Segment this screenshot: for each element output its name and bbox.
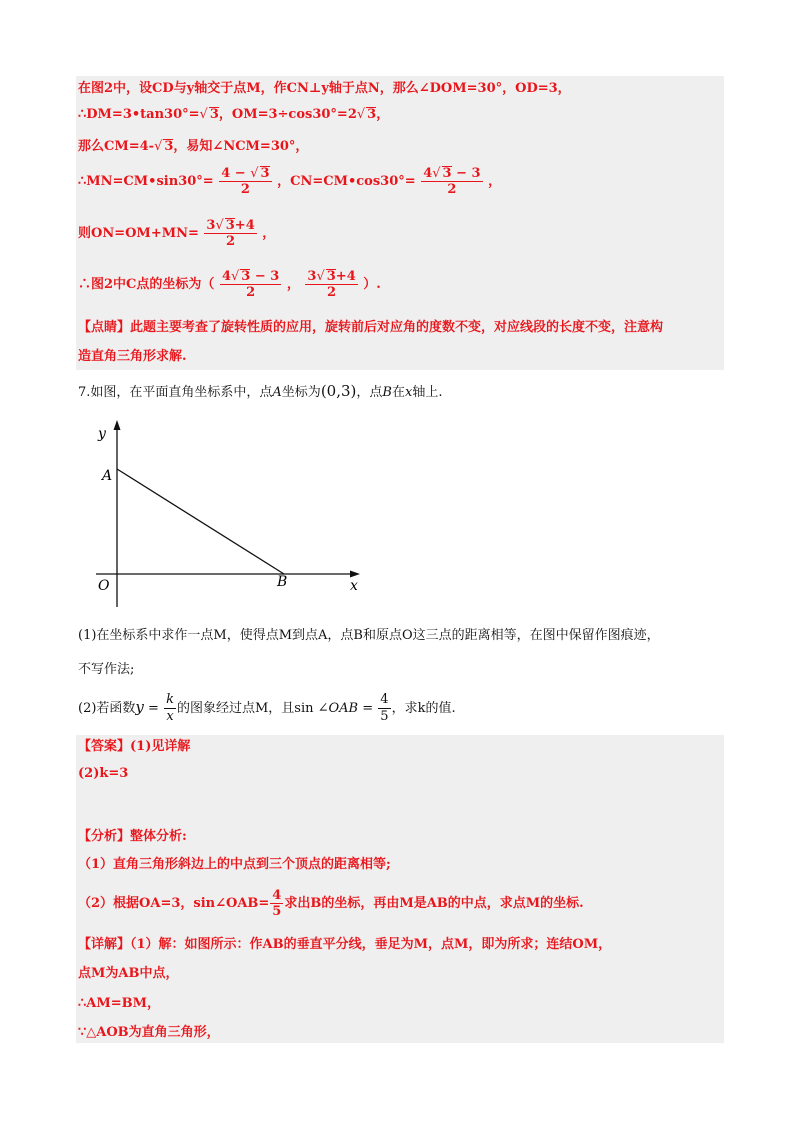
analysis-line-1: （1）直角三角形斜边上的中点到三个顶点的距离相等; (78, 857, 391, 872)
solution-line-5: 则ON=OM+MN= $\frac{3√ 3+4}{2}$ ， (78, 218, 276, 249)
detail-line-2: 点M为AB中点， (78, 966, 179, 981)
answer-line-1: 【答案】(1)见详解 (78, 739, 191, 754)
comment-line-2: 造直角三角形求解. (78, 349, 187, 364)
y-axis-arrow (114, 420, 121, 430)
detail-line-1: 【详解】（1）解：如图所示：作AB的垂直平分线，垂足为M，点M，即为所求；连结OM， (78, 937, 612, 952)
part1-line-1: (1)在坐标系中求作一点M，使得点M到点A，点B和原点O这三点的距离相等，在图中保留作图痕迹， (78, 628, 660, 643)
fraction-cx: $\frac{4√ 3 - 3}{2}$ (221, 269, 280, 300)
fraction-cn: $\frac{4√ 3 - 3}{2}$ (423, 166, 481, 197)
solution-line-6: ∴图2中C点的坐标为（ $\frac{4√ 3 - 3}{2}$ ， $\frac{3√ 3+4}{2}$ ）. (78, 269, 381, 300)
fraction-sin-value: $\frac{4}{5}$ (272, 888, 282, 919)
answer-line-2: (2)k=3 (78, 766, 129, 781)
fraction-4-5: $\frac{4}{5}$ (380, 692, 389, 724)
fraction-on: $\frac{3√ 3+4}{2}$ (206, 218, 255, 249)
detail-line-3: ∴AM=BM， (78, 996, 161, 1011)
solution-line-4: ∴MN=CM•sin30°= $\frac{4 - √ 3}{2}$ ，CN=CM•cos30°= $\frac{4√ 3 - 3}{2}$ ， (78, 166, 502, 197)
analysis-line-2: （2）根据OA=3，sin∠OAB= $\frac{4}{5}$ 求出B的坐标，再由M是AB的中点，求点M的坐标. (78, 888, 584, 919)
label-x: x (350, 578, 358, 594)
solution-line-2: ∴DM=3•tan30°=√ 3，OM=3÷cos30°=2√ 3， (78, 107, 390, 122)
label-y: y (98, 426, 106, 442)
fraction-cy: $\frac{3√ 3+4}{2}$ (307, 269, 356, 300)
analysis-title: 【分析】整体分析: (78, 829, 187, 844)
detail-line-4: ∵△AOB为直角三角形， (78, 1025, 220, 1040)
fraction-mn: $\frac{4 - √ 3}{2}$ (221, 166, 270, 197)
question-stem: 7.如图，在平面直角坐标系中，点A坐标为(0,3)，点B在x轴上. (78, 382, 443, 400)
solution-line-1: 在图2中，设CD与y轴交于点M，作CN⊥y轴于点N，那么∠DOM=30°，OD=3， (78, 81, 571, 96)
fraction-k-over-x: $\frac{k}{x}$ (166, 692, 174, 724)
label-b: B (277, 574, 288, 590)
label-a: A (102, 468, 113, 484)
solution-line-3: 那么CM=4-√ 3，易知∠NCM=30°， (78, 139, 309, 154)
part1-line-2: 不写作法; (78, 662, 135, 677)
segment-ab (117, 469, 284, 574)
x-axis-arrow (350, 571, 360, 578)
comment-line-1: 【点睛】此题主要考查了旋转性质的应用，旋转前后对应角的度数不变，对应线段的长度不变，注意构 (78, 320, 664, 335)
label-o: O (98, 578, 110, 594)
part2-line: (2)若函数y = $\frac{k}{x}$ 的图象经过点M，且sin ∠OAB = $\frac{4}{5}$ ，求k的值. (78, 692, 456, 724)
